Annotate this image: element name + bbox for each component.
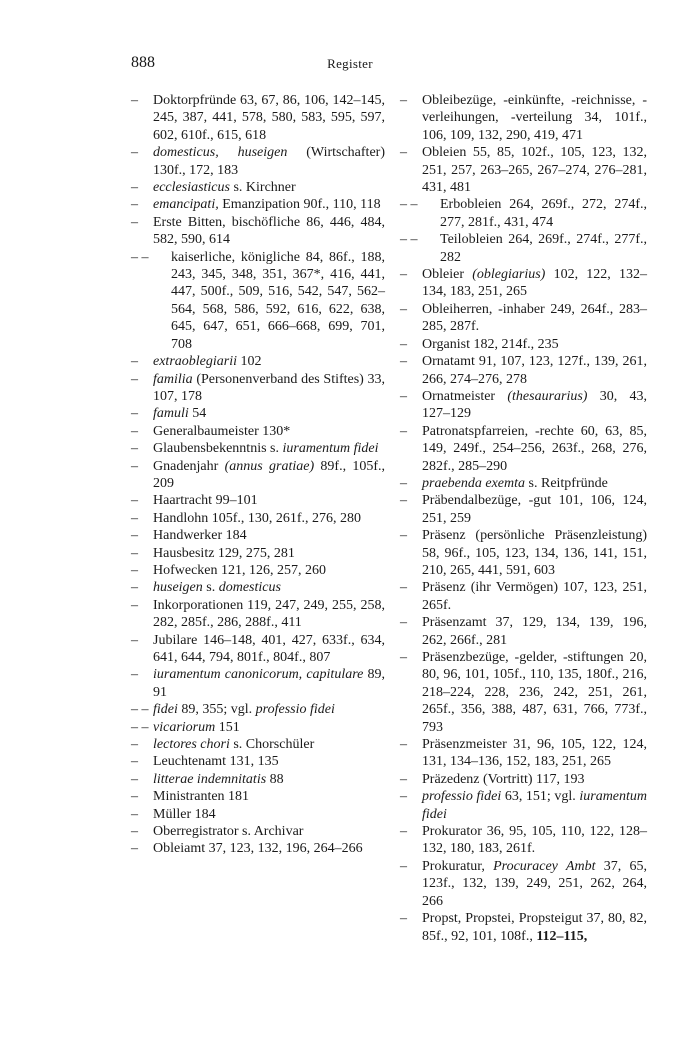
entry-term-italic: vicariorum xyxy=(153,719,216,735)
entry-dash: – xyxy=(400,824,407,840)
index-entry xyxy=(400,736,647,771)
index-entry xyxy=(400,301,647,336)
entry-term-italic: fidei xyxy=(153,702,178,718)
index-entry xyxy=(131,771,385,788)
index-column-left xyxy=(131,92,385,858)
entry-term-italic: extraoblegiarii xyxy=(153,354,237,370)
entry-text: s. Kirchner xyxy=(233,180,296,196)
index-entry xyxy=(400,475,647,492)
entry-dash: – xyxy=(131,214,138,230)
entry-text: Haartracht 99–101 xyxy=(153,493,258,509)
index-entry xyxy=(131,632,385,667)
entry-dash: – xyxy=(131,737,138,753)
entry-term-italic: litterae indemnitatis xyxy=(153,771,267,787)
index-entry xyxy=(400,910,647,945)
entry-dash: – xyxy=(131,510,138,526)
index-entry xyxy=(131,840,385,857)
entry-dash: – xyxy=(131,528,138,544)
index-entry xyxy=(131,788,385,805)
entry-text: Ornatamt 91, 107, 123, 127f., 139, 261, 266, 274–276, 278 xyxy=(422,354,647,387)
entry-dash: – – xyxy=(400,197,418,213)
entry-text: Erbobleien 264, 269f., 272, 274f., 277, 281f., 431, 474 xyxy=(440,197,647,230)
entry-dash: – xyxy=(400,789,407,805)
entry-dash: – xyxy=(131,806,138,822)
index-entry xyxy=(131,423,385,440)
entry-dash: – xyxy=(400,493,407,509)
entry-text: Handwerker 184 xyxy=(153,528,247,544)
index-entry xyxy=(400,771,647,788)
entry-text: 30, 43, 127–129 xyxy=(422,388,648,422)
entry-dash: – xyxy=(400,528,407,544)
entry-text: Hofwecken 121, 126, 257, 260 xyxy=(153,562,327,578)
entry-text: 102 xyxy=(240,354,262,370)
page-number: 888 xyxy=(131,54,155,71)
entry-dash: – xyxy=(131,754,138,770)
entry-text: Präsenzamt 37, 129, 134, 139, 196, 262, 266f., 281 xyxy=(422,615,647,648)
index-entry xyxy=(131,92,385,144)
index-entry xyxy=(131,440,385,457)
entry-dash: – xyxy=(400,267,407,283)
entry-text: (Personenverband des Stiftes) 33, 107, 178 xyxy=(153,371,386,404)
entry-text: s. xyxy=(206,580,216,596)
entry-text: Obleiherren, -inhaber 249, 264f., 283–285, 287f. xyxy=(422,301,647,335)
entry-dash: – xyxy=(131,824,138,840)
index-entry xyxy=(131,823,385,840)
entry-dash: – – xyxy=(131,702,149,718)
entry-text: s. Reitpfründe xyxy=(528,475,608,491)
entry-dash: – xyxy=(400,858,407,874)
entry-term-italic: domesticus, huseigen xyxy=(153,145,288,161)
index-column-right xyxy=(400,92,647,945)
index-entry xyxy=(131,458,385,493)
index-entry xyxy=(131,666,385,701)
entry-text: 151 xyxy=(218,719,240,735)
entry-dash: – xyxy=(131,580,138,596)
entry-text: Erste Bitten, bischöfliche 86, 446, 484, 582, 590, 614 xyxy=(153,214,385,248)
index-entry xyxy=(131,579,385,596)
entry-text: Inkorporationen 119, 247, 249, 255, 258, 282, 285f., 286, 288f., 411 xyxy=(153,597,385,631)
index-entry xyxy=(400,788,647,823)
entry-text-bold: 112–115, xyxy=(536,928,588,944)
entry-dash: – xyxy=(400,737,407,753)
entry-dash: – xyxy=(131,145,138,161)
entry-text: Hausbesitz 129, 275, 281 xyxy=(153,545,295,561)
entry-term-italic: lectores chori xyxy=(153,737,230,753)
entry-dash: – – xyxy=(400,232,418,248)
entry-text: Ornatmeister xyxy=(422,388,496,404)
entry-text: Doktorpfründe 63, 67, 86, 106, 142–145, 245, 387, 441, 578, 580, 583, 595, 597, 602, 610f., 615, 618 xyxy=(153,93,385,143)
entry-text: (Wirtschafter) 130f., 172, 183 xyxy=(153,145,385,178)
index-entry xyxy=(400,614,647,649)
entry-term-italic: domesticus xyxy=(218,580,281,596)
entry-dash: – xyxy=(131,789,138,805)
entry-dash: – xyxy=(131,841,138,857)
entry-dash: – xyxy=(400,650,407,665)
entry-dash: – xyxy=(131,562,138,578)
entry-term-italic: iuramentum canonicorum, capitulare xyxy=(153,667,364,683)
entry-term-italic: iuramentum fidei xyxy=(282,441,379,457)
entry-dash: – xyxy=(131,771,138,787)
index-entry xyxy=(131,214,385,249)
entry-text: Leuchtenamt 131, 135 xyxy=(153,754,279,770)
index-entry xyxy=(131,736,385,753)
index-entry xyxy=(131,371,385,406)
entry-text: Handlohn 105f., 130, 261f., 276, 280 xyxy=(153,510,362,526)
index-entry xyxy=(131,353,385,370)
index-entry xyxy=(400,823,647,858)
entry-text: Organist 182, 214f., 235 xyxy=(422,336,559,352)
entry-term-italic: emancipati, xyxy=(153,197,219,213)
index-entry xyxy=(400,492,647,527)
entry-dash: – xyxy=(131,180,138,196)
entry-term-italic: familia xyxy=(153,371,193,387)
entry-text: Prokuratur, xyxy=(422,858,485,874)
index-entry xyxy=(131,753,385,770)
index-entry xyxy=(400,353,647,388)
index-entry xyxy=(400,388,647,423)
entry-term-italic: (oblegiarius) xyxy=(472,267,546,283)
entry-dash: – xyxy=(400,771,407,787)
entry-text: Patronatspfarreien, -rechte 60, 63, 85, 149, 249f., 254–256, 263f., 268, 276, 282f., 285–290 xyxy=(422,423,647,474)
entry-term-italic: (thesaurarius) xyxy=(507,388,588,404)
index-entry xyxy=(400,579,647,614)
entry-dash: – xyxy=(131,632,138,648)
entry-text: 89f., 105f., 209 xyxy=(153,458,386,491)
entry-text: 88 xyxy=(269,771,284,787)
entry-dash: – xyxy=(131,423,138,439)
index-entry xyxy=(131,719,385,736)
entry-term-italic: Procuracey Ambt xyxy=(493,858,596,874)
entry-dash: – xyxy=(131,667,138,683)
entry-text: kaiserliche, königliche 84, 86f., 188, 243, 345, 348, 351, 367*, 416, 441, 447, 500f., 509, 516, 542, 547, 562–564, 568, 586, 592, 616, 622, 638, 645, 647, 651, 666–668, 699, 701, 708 xyxy=(171,249,385,352)
entry-text: Obleibezüge, -einkünfte, -reichnisse, -verleihungen, -verteilung 34, 101f., 106, 109, 132, 290, 419, 471 xyxy=(422,93,647,143)
entry-dash: – xyxy=(400,615,407,631)
entry-dash: – xyxy=(400,423,407,439)
index-entry xyxy=(400,336,647,353)
entry-dash: – xyxy=(131,93,138,108)
entry-dash: – xyxy=(131,406,138,422)
entry-dash: – xyxy=(400,354,407,370)
running-head: Register xyxy=(327,56,373,71)
entry-text: Ministranten 181 xyxy=(153,789,250,805)
entry-text: 102, 122, 132–134, 183, 251, 265 xyxy=(422,267,648,300)
entry-text: Obleiamt 37, 123, 132, 196, 264–266 xyxy=(153,841,363,857)
entry-text: Obleier xyxy=(422,267,464,283)
entry-term-italic: praebenda exemta xyxy=(422,475,526,491)
entry-dash: – xyxy=(131,197,138,213)
index-entry xyxy=(400,196,647,231)
index-entry xyxy=(131,545,385,562)
entry-text: Glaubensbekenntnis s. xyxy=(153,441,279,457)
index-entry xyxy=(131,806,385,823)
index-entry xyxy=(131,527,385,544)
entry-term-italic: ecclesiasticus xyxy=(153,180,230,196)
entry-text: 89, 91 xyxy=(153,667,385,700)
index-entry xyxy=(131,701,385,718)
index-entry xyxy=(400,858,647,910)
entry-text: Propst, Propstei, Propsteigut 37, 80, 82, 85f., 92, 101, 108f., xyxy=(422,911,647,944)
entry-term-italic: famuli xyxy=(153,406,189,422)
index-entry xyxy=(131,492,385,509)
entry-text: 37, 65, 123f., 132, 139, 249, 251, 262, 264, 266 xyxy=(422,858,648,909)
entry-text: Müller 184 xyxy=(153,806,216,822)
entry-text: 89, 355; vgl. xyxy=(181,702,253,718)
entry-dash: – xyxy=(131,493,138,509)
index-entry xyxy=(131,179,385,196)
entry-term-italic: iuramentum fidei xyxy=(422,789,648,822)
index-entry xyxy=(400,649,647,736)
entry-text: 54 xyxy=(192,406,207,422)
entry-text: Teilobleien 264, 269f., 274f., 277f., 282 xyxy=(440,232,647,265)
entry-text: Jubilare 146–148, 401, 427, 633f., 634, 641, 644, 794, 801f., 804f., 807 xyxy=(153,632,385,665)
entry-text: Prokurator 36, 95, 105, 110, 122, 128–132, 180, 183, 261f. xyxy=(422,824,647,857)
entry-dash: – xyxy=(400,301,407,317)
entry-dash: – xyxy=(400,911,407,927)
entry-text: Emanzipation 90f., 110, 118 xyxy=(222,197,381,213)
entry-dash: – – xyxy=(131,249,149,265)
index-entry xyxy=(400,266,647,301)
entry-term-italic: huseigen xyxy=(153,580,203,596)
index-entry xyxy=(400,527,647,579)
entry-dash: – xyxy=(400,93,407,108)
entry-text: Präzedenz (Vortritt) 117, 193 xyxy=(422,771,585,787)
index-entry xyxy=(131,249,385,353)
index-entry xyxy=(400,144,647,196)
entry-text: Generalbaumeister 130* xyxy=(153,423,291,439)
entry-dash: – xyxy=(131,354,138,370)
index-entry xyxy=(400,231,647,266)
entry-text: Präbendalbezüge, -gut 101, 106, 124, 251, 259 xyxy=(422,493,647,526)
entry-text: Präsenz (ihr Vermögen) 107, 123, 251, 265f. xyxy=(422,580,647,613)
entry-text: Oberregistrator s. Archivar xyxy=(153,824,304,840)
entry-text: Präsenzmeister 31, 96, 105, 122, 124, 131, 134–136, 152, 183, 251, 265 xyxy=(422,737,647,770)
entry-dash: – xyxy=(400,475,407,491)
entry-text: Präsenz (persönliche Präsenzleistung) 58, 96f., 105, 123, 134, 136, 141, 151, 210, 265, 441, 591, 603 xyxy=(422,528,647,578)
entry-text: 63, 151; vgl. xyxy=(504,789,576,805)
index-entry xyxy=(400,92,647,144)
entry-term-italic: professio fidei xyxy=(422,789,502,805)
entry-dash: – – xyxy=(131,719,149,735)
index-entry xyxy=(400,423,647,475)
index-entry xyxy=(131,405,385,422)
entry-term-italic: (annus gratiae) xyxy=(224,458,315,474)
entry-dash: – xyxy=(400,145,407,161)
entry-dash: – xyxy=(400,580,407,596)
index-entry xyxy=(131,510,385,527)
index-entry xyxy=(131,144,385,179)
index-entry xyxy=(131,597,385,632)
entry-term-italic: professio fidei xyxy=(255,702,335,718)
index-entry xyxy=(131,562,385,579)
entry-dash: – xyxy=(400,388,407,404)
entry-text: Präsenzbezüge, -gelder, -stiftungen 20, 80, 96, 101, 105f., 110, 135, 180f., 216, 218–224, 228, 236, 242, 251, 261, 265f., 356, 388, 487, 631, 766, 773f., 793 xyxy=(422,650,647,735)
entry-text: s. Chorschüler xyxy=(233,737,315,753)
entry-dash: – xyxy=(131,371,138,387)
entry-dash: – xyxy=(131,545,138,561)
entry-dash: – xyxy=(131,458,138,474)
index-entry xyxy=(131,196,385,213)
entry-text: Obleien 55, 85, 102f., 105, 123, 132, 251, 257, 263–265, 267–274, 276–281, 431, 481 xyxy=(422,145,647,196)
entry-text: Gnadenjahr xyxy=(153,458,219,474)
entry-dash: – xyxy=(400,336,407,352)
entry-dash: – xyxy=(131,597,138,613)
entry-dash: – xyxy=(131,441,138,457)
